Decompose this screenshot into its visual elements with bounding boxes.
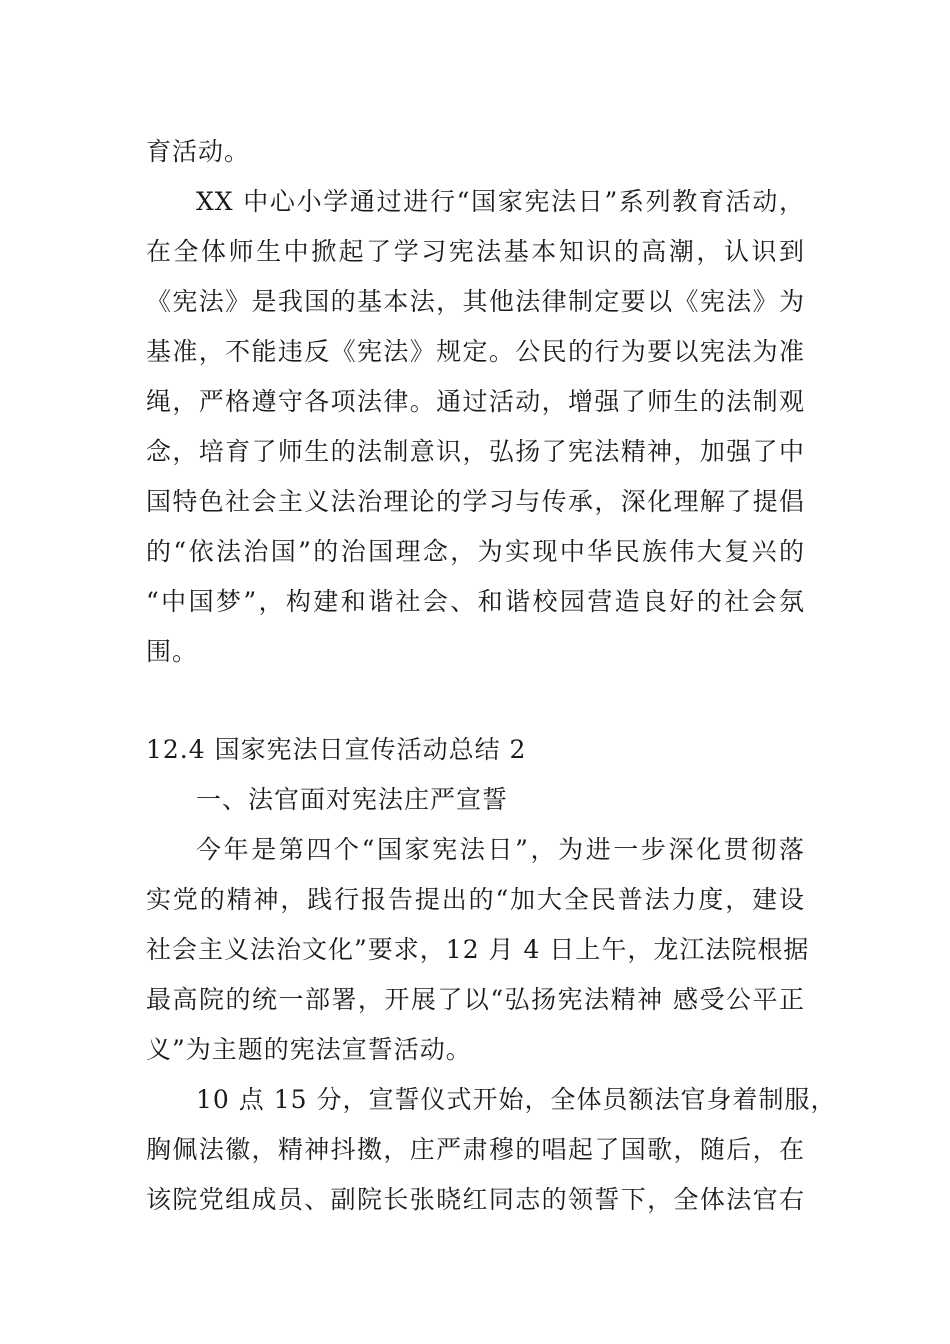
paragraph-line: 育活动。 xyxy=(146,137,251,166)
paragraph-line: 的“依法治国”的治国理念，为实现中华民族伟大复兴的 xyxy=(146,537,805,566)
paragraph-line: XX 中心小学通过进行“国家宪法日”系列教育活动， xyxy=(196,187,805,216)
paragraph-line: 基准，不能违反《宪法》规定。公民的行为要以宪法为准 xyxy=(146,337,805,366)
paragraph-line: 最高院的统一部署，开展了以“弘扬宪法精神 感受公平正 xyxy=(146,985,805,1014)
paragraph-line: 胸佩法徽，精神抖擞，庄严肃穆的唱起了国歌，随后，在 xyxy=(146,1135,805,1164)
paragraph-line: 10 点 15 分，宣誓仪式开始，全体员额法官身着制服， xyxy=(196,1085,837,1114)
paragraph-line: 念，培育了师生的法制意识，弘扬了宪法精神，加强了中 xyxy=(146,437,805,466)
paragraph-line: 社会主义法治文化”要求，12 月 4 日上午，龙江法院根据 xyxy=(146,935,810,964)
paragraph-line: 今年是第四个“国家宪法日”，为进一步深化贯彻落 xyxy=(196,835,805,864)
paragraph-line: 绳，严格遵守各项法律。通过活动，增强了师生的法制观 xyxy=(146,387,805,416)
paragraph-line: 实党的精神，践行报告提出的“加大全民普法力度，建设 xyxy=(146,885,805,914)
section-title: 12.4 国家宪法日宣传活动总结 2 xyxy=(146,735,527,764)
paragraph-line: “中国梦”，构建和谐社会、和谐校园营造良好的社会氛 xyxy=(146,587,805,616)
paragraph-line: 围。 xyxy=(146,637,199,666)
paragraph-line: 国特色社会主义法治理论的学习与传承，深化理解了提倡 xyxy=(146,487,805,516)
paragraph-line: 义”为主题的宪法宣誓活动。 xyxy=(146,1035,472,1064)
paragraph-line: 《宪法》是我国的基本法，其他法律制定要以《宪法》为 xyxy=(146,287,805,316)
paragraph-line: 在全体师生中掀起了学习宪法基本知识的高潮，认识到 xyxy=(146,237,805,266)
subheading: 一、法官面对宪法庄严宣誓 xyxy=(196,785,509,814)
paragraph-line: 该院党组成员、副院长张晓红同志的领誓下，全体法官右 xyxy=(146,1185,805,1214)
